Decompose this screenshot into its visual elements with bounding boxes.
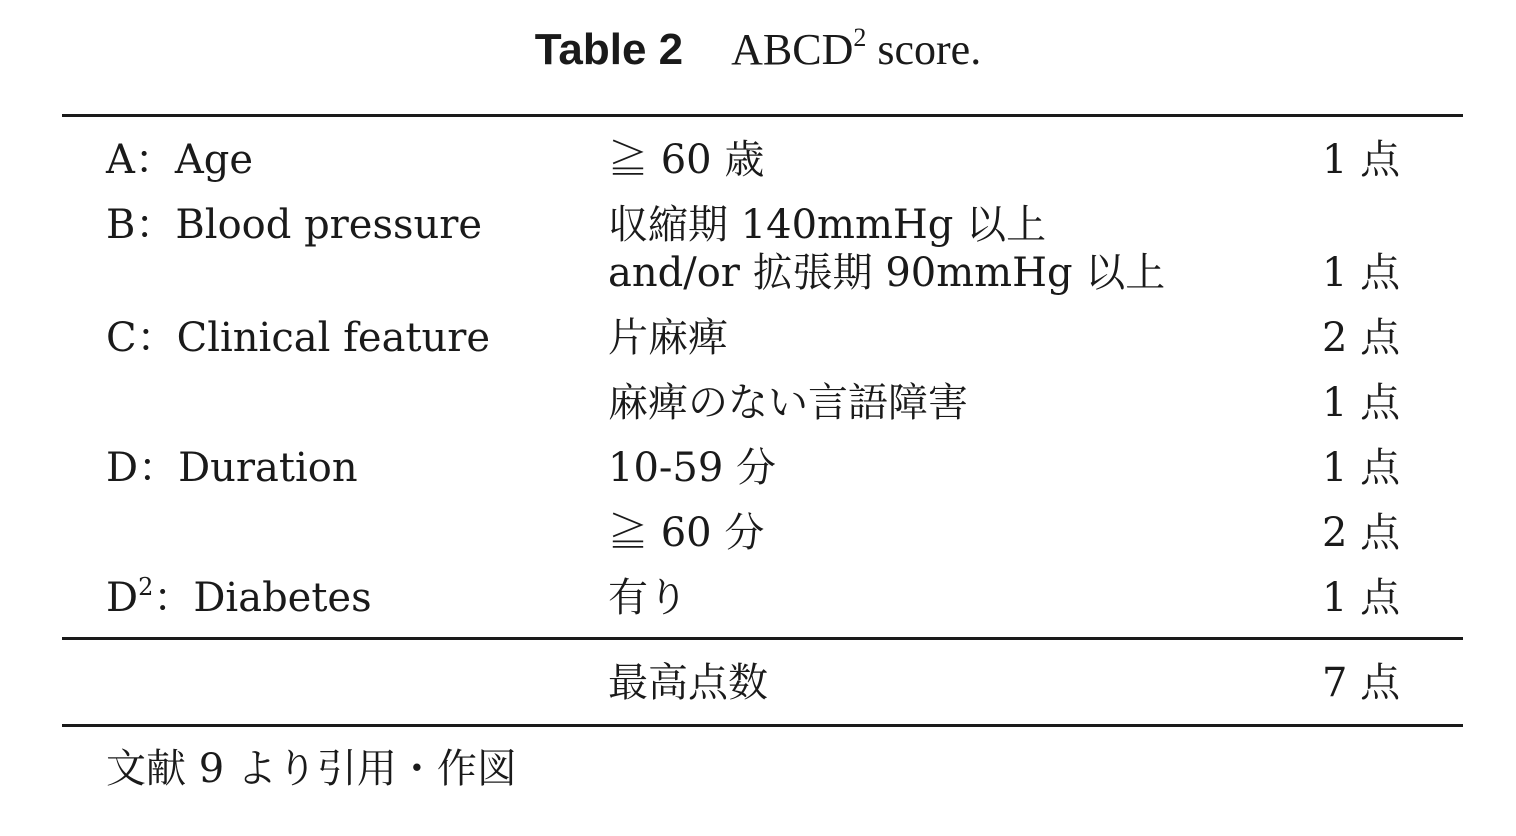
factor-diabetes <box>106 574 372 622</box>
table-title-rest: score. <box>866 25 982 74</box>
score-duration-long: 2 点 <box>1322 510 1401 556</box>
criterion-duration-short: 10-59 分 <box>608 445 777 491</box>
criterion-blood-pressure-diastolic: and/or 拡張期 90mmHg 以上 <box>608 250 1166 296</box>
factor-diabetes-main: D <box>106 575 139 621</box>
criterion-hemiparesis: 片麻痺 <box>608 315 728 361</box>
criterion-blood-pressure-systolic: 収縮期 140mmHg 以上 <box>608 202 1047 248</box>
table-caption <box>0 22 1516 78</box>
factor-clinical-feature: C：Clinical feature <box>106 315 491 361</box>
score-duration-short: 1 点 <box>1322 445 1401 491</box>
score-blood-pressure: 1 点 <box>1322 250 1401 296</box>
table-label: Table 2 <box>534 25 684 74</box>
table-title-superscript: 2 <box>853 23 867 52</box>
top-rule <box>62 114 1463 117</box>
score-diabetes: 1 点 <box>1322 575 1401 621</box>
score-hemiparesis: 2 点 <box>1322 315 1401 361</box>
total-score: 7 点 <box>1322 660 1401 706</box>
criterion-duration-long: ≧ 60 分 <box>608 510 765 556</box>
criterion-speech-disturbance: 麻痺のない言語障害 <box>608 380 968 426</box>
table-title-main: ABCD <box>731 25 854 74</box>
middle-rule <box>62 637 1463 640</box>
criterion-diabetes: 有り <box>608 575 688 621</box>
score-age: 1 点 <box>1322 137 1401 183</box>
factor-duration: D：Duration <box>106 445 358 491</box>
score-speech-disturbance: 1 点 <box>1322 380 1401 426</box>
factor-diabetes-rest: ：Diabetes <box>153 575 372 621</box>
factor-blood-pressure: B：Blood pressure <box>106 202 483 248</box>
table-title <box>731 25 981 74</box>
factor-diabetes-superscript: 2 <box>138 573 154 601</box>
source-footnote: 文献 9 より引用・作図 <box>106 746 517 792</box>
bottom-rule <box>62 724 1463 727</box>
criterion-age: ≧ 60 歳 <box>608 137 765 183</box>
factor-age: A：Age <box>106 137 254 183</box>
total-label: 最高点数 <box>608 660 768 706</box>
